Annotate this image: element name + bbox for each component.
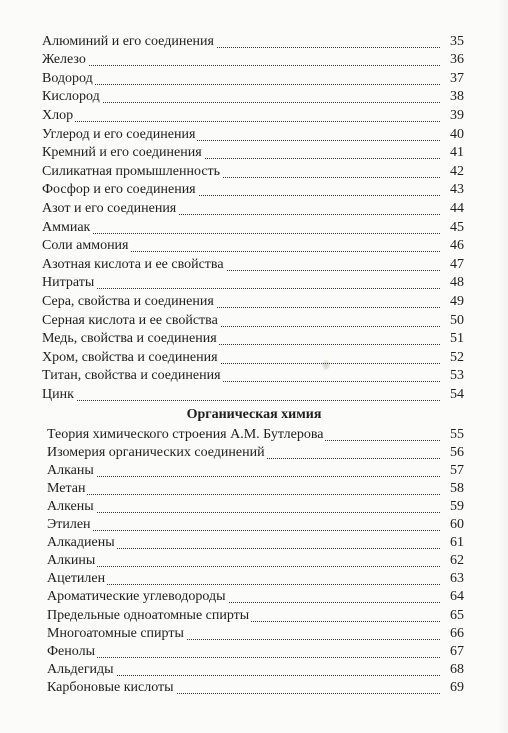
toc-entry-page-number: 41 bbox=[450, 145, 464, 161]
toc-entry-title: Альдегиды bbox=[47, 661, 114, 677]
toc-entry bbox=[0, 587, 508, 606]
toc-entry bbox=[0, 642, 508, 661]
toc-entry-page-number: 39 bbox=[450, 107, 464, 123]
toc-entry-title: Нитраты bbox=[42, 275, 95, 291]
dot-leader bbox=[42, 400, 440, 401]
toc-entry bbox=[0, 443, 508, 462]
toc-entry-page-number: 62 bbox=[450, 553, 464, 569]
toc-entry-title: Многоатомные спирты bbox=[47, 625, 184, 641]
toc-entry-title: Карбоновые кислоты bbox=[47, 679, 174, 695]
toc-entry bbox=[0, 125, 508, 144]
toc-entry-title: Хлор bbox=[42, 107, 74, 123]
toc-entry-page-number: 35 bbox=[450, 33, 464, 49]
toc-entry-title: Кислород bbox=[42, 89, 100, 105]
toc-entry-page-number: 57 bbox=[450, 462, 464, 478]
toc-entry bbox=[0, 461, 508, 480]
toc-entry bbox=[0, 569, 508, 588]
toc-entry-page-number: 43 bbox=[450, 182, 464, 198]
toc-entry bbox=[0, 311, 508, 330]
toc-entry-title: Сера, свойства и соединения bbox=[42, 293, 214, 309]
toc-entry bbox=[0, 87, 508, 106]
dot-leader bbox=[42, 84, 440, 85]
toc-entry-page-number: 53 bbox=[450, 368, 464, 384]
toc-entry-title: Алкены bbox=[47, 498, 94, 514]
toc-entry-page-number: 65 bbox=[450, 607, 464, 623]
dot-leader bbox=[47, 476, 440, 477]
toc-entry-title: Кремний и его соединения bbox=[42, 145, 202, 161]
dot-leader bbox=[47, 494, 440, 495]
toc-entry-page-number: 68 bbox=[450, 661, 464, 677]
toc-entry-page-number: 56 bbox=[450, 444, 464, 460]
toc-entry-page-number: 49 bbox=[450, 293, 464, 309]
toc-entry bbox=[0, 143, 508, 162]
toc-entry bbox=[0, 329, 508, 348]
toc-entry-title: Железо bbox=[42, 52, 86, 68]
toc-entry-title: Силикатная промышленность bbox=[42, 163, 221, 179]
toc-entry-title: Предельные одноатомные спирты bbox=[47, 607, 250, 623]
toc-entry bbox=[0, 606, 508, 625]
toc-entry-page-number: 36 bbox=[450, 52, 464, 68]
dot-leader bbox=[42, 121, 440, 122]
toc-entry-page-number: 52 bbox=[450, 349, 464, 365]
toc-entry-page-number: 50 bbox=[450, 312, 464, 328]
toc-entry-page-number: 51 bbox=[450, 331, 464, 347]
toc-entry-title: Этилен bbox=[47, 517, 91, 532]
toc-entry bbox=[0, 50, 508, 69]
toc-entry-page-number: 38 bbox=[450, 89, 464, 105]
toc-entry bbox=[0, 292, 508, 311]
dot-leader bbox=[42, 288, 440, 289]
toc-entry-title: Метан bbox=[47, 480, 86, 496]
dot-leader bbox=[47, 566, 440, 567]
toc-entry bbox=[0, 497, 508, 516]
toc-entry-page-number: 69 bbox=[450, 679, 464, 695]
toc-entry-page-number: 66 bbox=[450, 625, 464, 641]
toc-entry bbox=[0, 69, 508, 88]
toc-entry-title: Титан, свойства и соединения bbox=[42, 368, 221, 384]
toc-entry-page-number: 47 bbox=[450, 256, 464, 272]
toc-entry-page-number: 61 bbox=[450, 535, 464, 551]
toc-entry-page-number: 59 bbox=[450, 498, 464, 514]
toc-entry-title: Водород bbox=[42, 70, 93, 86]
toc-entry-title: Фенолы bbox=[47, 643, 95, 659]
toc-entry bbox=[0, 180, 508, 199]
toc-entry bbox=[0, 162, 508, 181]
toc-entry-title: Углерод и его соединения bbox=[42, 126, 196, 142]
toc-entry-page-number: 45 bbox=[450, 219, 464, 235]
toc-entry-page-number: 58 bbox=[450, 480, 464, 496]
toc-entry bbox=[0, 660, 508, 679]
toc-entry bbox=[0, 199, 508, 218]
toc-entry-page-number: 60 bbox=[450, 517, 464, 532]
toc-entry-title: Азот и его соединения bbox=[42, 200, 177, 216]
toc-entry-title: Ароматические углеводороды bbox=[47, 589, 226, 605]
toc-entry-title: Хром, свойства и соединения bbox=[42, 349, 218, 365]
toc-entry-page-number: 64 bbox=[450, 589, 464, 605]
toc-entry-page-number: 46 bbox=[450, 238, 464, 254]
toc-entry bbox=[0, 106, 508, 125]
toc-entry bbox=[0, 255, 508, 274]
toc-entry-page-number: 37 bbox=[450, 70, 464, 86]
toc-entry-title: Изомерия органических соединений bbox=[47, 444, 265, 460]
toc-entry-title: Серная кислота и ее свойства bbox=[42, 312, 218, 328]
toc-entry-page-number: 42 bbox=[450, 163, 464, 179]
toc-entry-title: Алканы bbox=[47, 462, 94, 478]
dot-leader bbox=[42, 233, 440, 234]
toc-entry-page-number: 54 bbox=[450, 386, 464, 402]
toc-entry-title: Фосфор и его соединения bbox=[42, 182, 196, 198]
toc-entry-page-number: 40 bbox=[450, 126, 464, 142]
toc-entry-title: Цинк bbox=[42, 386, 74, 402]
toc-entry bbox=[0, 32, 508, 51]
toc-entry-title: Азотная кислота и ее свойства bbox=[42, 256, 224, 272]
toc-entry-title: Ацетилен bbox=[47, 571, 106, 587]
toc-entry-title: Алкины bbox=[47, 553, 96, 569]
toc-entry bbox=[0, 348, 508, 367]
dot-leader bbox=[47, 530, 440, 531]
toc-entry bbox=[0, 678, 508, 697]
toc-entry bbox=[0, 366, 508, 385]
toc-entry bbox=[0, 533, 508, 552]
toc-entry bbox=[0, 624, 508, 643]
toc-entry-page-number: 55 bbox=[450, 426, 464, 442]
toc-entry-title: Соли аммония bbox=[42, 238, 129, 254]
toc-entry-page-number: 63 bbox=[450, 571, 464, 587]
toc-entry-title: Медь, свойства и соединения bbox=[42, 331, 217, 347]
toc-entry bbox=[0, 385, 508, 404]
section-heading-organic: Органическая химия bbox=[186, 407, 322, 422]
toc-entry bbox=[0, 273, 508, 292]
toc-entry bbox=[0, 479, 508, 498]
dot-leader bbox=[42, 65, 440, 66]
toc-entry bbox=[0, 425, 508, 444]
toc-entry-page-number: 48 bbox=[450, 275, 464, 291]
toc-entry-title: Теория химического строения А.М. Бутлерова bbox=[47, 426, 324, 442]
dot-leader bbox=[47, 657, 440, 658]
toc-entry bbox=[0, 236, 508, 255]
toc-entry bbox=[0, 515, 508, 534]
toc-entry-page-number: 44 bbox=[450, 200, 464, 216]
toc-entry-title: Аммиак bbox=[42, 219, 91, 235]
toc-entry bbox=[0, 551, 508, 570]
toc-entry bbox=[0, 218, 508, 237]
toc-entry-title: Алкадиены bbox=[47, 535, 115, 551]
dot-leader bbox=[47, 512, 440, 513]
toc-entry-page-number: 67 bbox=[450, 643, 464, 659]
toc-entry-title: Алюминий и его соединения bbox=[42, 33, 214, 49]
